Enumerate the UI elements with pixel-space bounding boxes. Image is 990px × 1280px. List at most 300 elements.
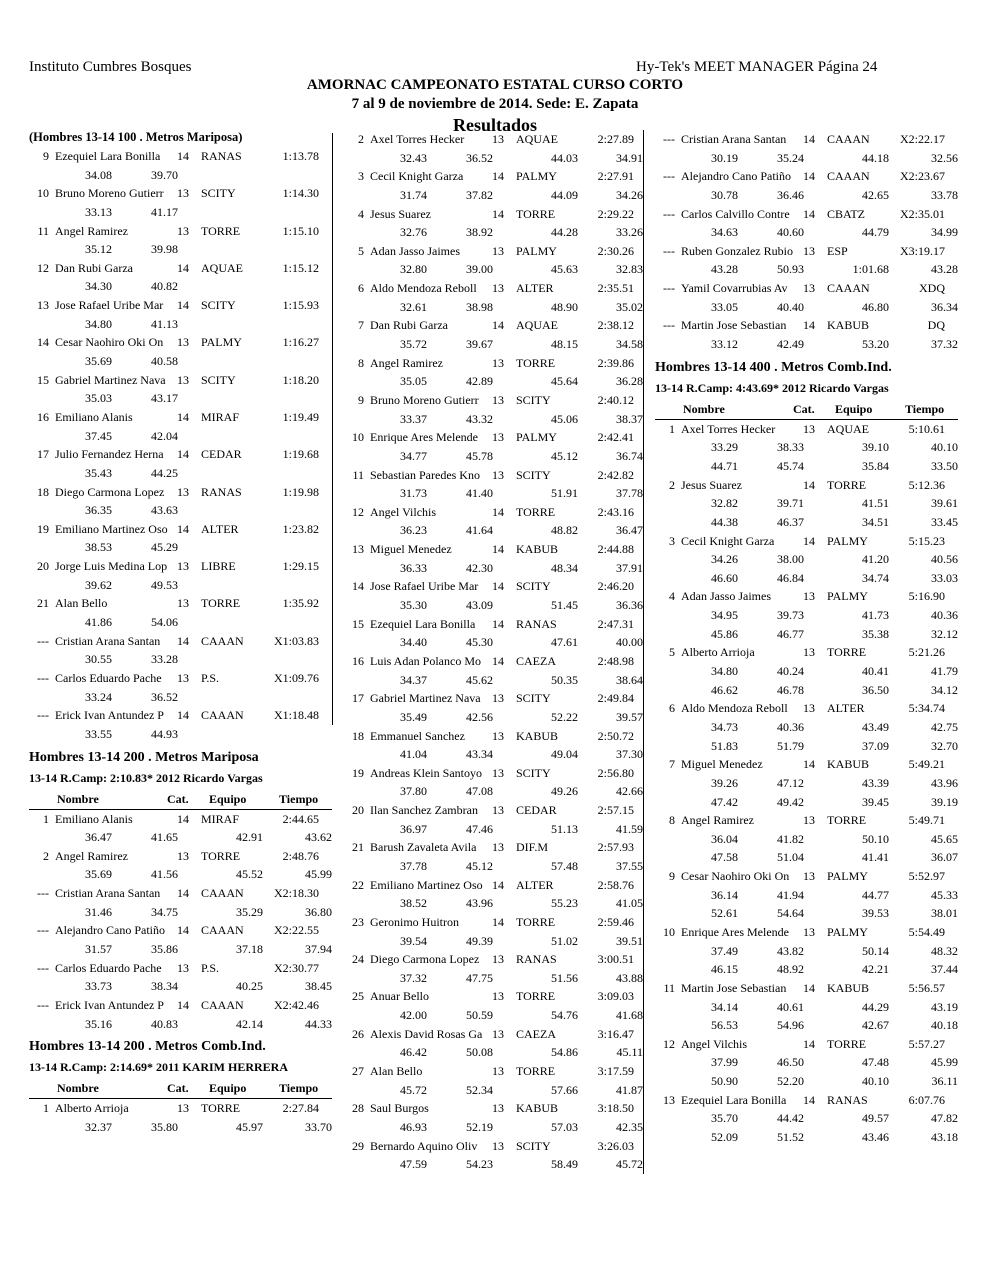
- age: 14: [492, 877, 504, 892]
- split-time: 43.96: [931, 775, 958, 790]
- result-row: [344, 391, 643, 410]
- place: 18: [37, 484, 49, 499]
- splits-row: [29, 538, 332, 557]
- split-time: 45.33: [931, 887, 958, 902]
- splits-row: [344, 969, 643, 988]
- final-time: 2:50.72: [597, 728, 634, 743]
- swimmer-name: Andreas Klein Santoyo: [370, 765, 482, 780]
- col-nombre: Nombre: [57, 791, 99, 806]
- split-time: 46.42: [400, 1045, 427, 1060]
- split-time: 39.73: [777, 608, 804, 623]
- swimmer-name: Bruno Moreno Gutierr: [370, 392, 479, 407]
- split-time: 36.11: [931, 1074, 958, 1089]
- place: 1: [669, 421, 675, 436]
- split-time: 40.36: [931, 608, 958, 623]
- age: 13: [492, 1026, 504, 1041]
- split-time: 42.67: [862, 1018, 889, 1033]
- split-time: 40.10: [931, 440, 958, 455]
- place: 10: [37, 186, 49, 201]
- swimmer-name: Emmanuel Sanchez: [370, 728, 465, 743]
- split-time: 47.42: [711, 794, 738, 809]
- split-time: 40.41: [862, 664, 889, 679]
- split-time: 37.18: [236, 941, 263, 956]
- team: ALTER: [516, 281, 554, 296]
- swimmer-name: Cecil Knight Garza: [370, 169, 464, 184]
- swimmer-name: Ezequiel Lara Bonilla: [55, 149, 161, 163]
- split-time: 34.26: [616, 187, 643, 202]
- place: ---: [663, 318, 675, 333]
- result-row: [344, 242, 643, 261]
- place: 14: [37, 335, 49, 350]
- split-time: 32.43: [400, 150, 427, 165]
- team: CAAAN: [201, 633, 244, 648]
- final-time: X2:42.46: [274, 997, 319, 1012]
- split-time: 41.65: [151, 830, 178, 845]
- split-time: 41.56: [151, 867, 178, 882]
- final-time: 3:17.59: [597, 1064, 634, 1079]
- split-time: 57.66: [551, 1082, 578, 1097]
- place: 28: [352, 1101, 364, 1116]
- split-time: 41.87: [616, 1082, 643, 1097]
- split-time: 37.44: [931, 962, 958, 977]
- split-time: 30.19: [711, 150, 738, 165]
- splits-row: [655, 457, 958, 476]
- age: 14: [803, 477, 815, 492]
- final-time: 2:57.15: [597, 803, 634, 818]
- team: CAAAN: [201, 886, 244, 901]
- swimmer-name: Aldo Mendoza Reboll: [681, 701, 788, 716]
- result-row: [344, 205, 643, 224]
- col-nombre: Nombre: [683, 401, 725, 416]
- split-time: 34.08: [85, 167, 112, 182]
- age: 13: [177, 596, 189, 611]
- team: SCITY: [516, 765, 551, 780]
- split-time: 45.63: [551, 262, 578, 277]
- place: ---: [37, 670, 49, 685]
- split-time: 37.78: [400, 858, 427, 873]
- split-time: 32.12: [931, 626, 958, 641]
- swimmer-name: Yamil Covarrubias Av: [681, 281, 788, 296]
- split-time: 36.04: [711, 831, 738, 846]
- split-time: 45.29: [151, 540, 178, 555]
- final-time: 1:23.82: [282, 521, 319, 536]
- age: 13: [803, 924, 815, 939]
- final-time: 5:21.26: [908, 645, 945, 660]
- result-row: [344, 615, 643, 634]
- split-time: 44.71: [711, 458, 738, 473]
- splits-row: [655, 662, 958, 681]
- split-time: 34.37: [400, 672, 427, 687]
- splits-row: [344, 1155, 643, 1174]
- split-time: 37.30: [616, 747, 643, 762]
- col-cat: Cat.: [167, 791, 189, 806]
- split-time: 39.19: [931, 794, 958, 809]
- place: 9: [669, 869, 675, 884]
- split-time: 39.98: [151, 242, 178, 257]
- split-time: 45.12: [466, 858, 493, 873]
- split-time: 36.36: [616, 598, 643, 613]
- splits-row: [655, 149, 958, 168]
- split-time: 50.93: [777, 262, 804, 277]
- team: SCITY: [516, 691, 551, 706]
- team: LIBRE: [201, 559, 236, 574]
- split-time: 42.75: [931, 719, 958, 734]
- split-time: 50.14: [862, 943, 889, 958]
- team: RANAS: [516, 952, 557, 967]
- final-time: 2:42.41: [597, 430, 634, 445]
- final-time: 1:15.10: [282, 223, 319, 238]
- split-time: 51.91: [551, 486, 578, 501]
- final-time: X1:03.83: [274, 633, 319, 648]
- split-time: 46.77: [777, 626, 804, 641]
- split-time: 32.37: [85, 1119, 112, 1134]
- split-time: 45.99: [305, 867, 332, 882]
- team: CAEZA: [516, 653, 556, 668]
- splits-row: [29, 277, 332, 296]
- split-time: 46.84: [777, 570, 804, 585]
- split-time: 39.62: [85, 577, 112, 592]
- place: 5: [669, 645, 675, 660]
- swimmer-name: Emiliano Alanis: [55, 409, 133, 424]
- split-time: 34.95: [711, 608, 738, 623]
- results-column-2: [344, 130, 644, 1174]
- swimmer-name: Luis Adan Polanco Mo: [370, 653, 481, 668]
- age: 13: [803, 813, 815, 828]
- age: 13: [492, 803, 504, 818]
- split-time: 39.54: [400, 933, 427, 948]
- swimmer-name: Martin Jose Sebastian: [681, 980, 787, 995]
- team: KABUB: [516, 728, 559, 743]
- split-time: 50.59: [466, 1008, 493, 1023]
- place: 8: [669, 813, 675, 828]
- splits-row: [655, 625, 958, 644]
- split-time: 47.82: [931, 1111, 958, 1126]
- splits-row: [29, 427, 332, 446]
- split-time: 46.60: [711, 570, 738, 585]
- split-time: 43.18: [931, 1130, 958, 1145]
- final-time: 5:49.21: [908, 757, 945, 772]
- splits-row: [344, 1043, 643, 1062]
- place: 27: [352, 1064, 364, 1079]
- place: ---: [663, 132, 675, 146]
- team: CAAAN: [201, 997, 244, 1012]
- place: 11: [37, 223, 49, 238]
- place: 4: [669, 589, 675, 604]
- final-time: 2:35.51: [597, 281, 634, 296]
- split-time: 47.59: [400, 1157, 427, 1172]
- split-time: 46.50: [777, 1055, 804, 1070]
- split-time: 45.97: [236, 1119, 263, 1134]
- split-time: 38.52: [400, 896, 427, 911]
- splits-row: [29, 613, 332, 632]
- age: 14: [492, 579, 504, 594]
- final-time: 3:00.51: [597, 952, 634, 967]
- swimmer-name: Miguel Menedez: [370, 542, 452, 557]
- split-time: 51.45: [551, 598, 578, 613]
- split-time: 48.82: [551, 523, 578, 538]
- split-time: 44.18: [862, 150, 889, 165]
- split-time: 45.74: [777, 458, 804, 473]
- final-time: 5:34.74: [908, 701, 945, 716]
- split-time: 49.57: [862, 1111, 889, 1126]
- result-row: [29, 408, 332, 427]
- split-time: 36.23: [400, 523, 427, 538]
- split-time: 49.53: [151, 577, 178, 592]
- splits-row: [29, 166, 332, 185]
- split-time: 44.25: [151, 465, 178, 480]
- swimmer-name: Axel Torres Hecker: [681, 421, 776, 436]
- splits-row: [29, 1015, 332, 1034]
- result-row: [344, 316, 643, 335]
- age: 14: [492, 318, 504, 333]
- split-time: 36.47: [85, 830, 112, 845]
- place: 21: [37, 596, 49, 611]
- split-time: 43.49: [862, 719, 889, 734]
- split-time: 36.97: [400, 821, 427, 836]
- swimmer-name: Sebastian Paredes Kno: [370, 467, 480, 482]
- swimmer-name: Miguel Menedez: [681, 757, 763, 772]
- team: TORRE: [201, 596, 241, 611]
- team: CBATZ: [827, 206, 866, 221]
- swimmer-name: Jesus Suarez: [681, 477, 742, 492]
- header-right: Hy-Tek's MEET MANAGER Página 24: [636, 59, 878, 75]
- split-time: 33.73: [85, 979, 112, 994]
- place: 17: [352, 691, 364, 706]
- split-time: 43.09: [466, 598, 493, 613]
- age: 13: [492, 765, 504, 780]
- swimmer-name: Alan Bello: [370, 1064, 423, 1079]
- split-time: 43.62: [305, 830, 332, 845]
- result-row: [29, 184, 332, 203]
- split-time: 41.59: [616, 821, 643, 836]
- splits-row: [655, 494, 958, 513]
- splits-row: [344, 633, 643, 652]
- splits-row: [344, 1081, 643, 1100]
- swimmer-name: Emiliano Martinez Oso: [370, 877, 483, 892]
- result-row: [344, 838, 643, 857]
- result-row: [344, 428, 643, 447]
- split-time: 40.56: [931, 552, 958, 567]
- splits-row: [344, 223, 643, 242]
- split-time: 35.80: [151, 1119, 178, 1134]
- splits-row: [29, 501, 332, 520]
- split-time: 58.49: [551, 1157, 578, 1172]
- age: 13: [492, 430, 504, 445]
- team: PALMY: [516, 243, 557, 258]
- split-time: 36.28: [616, 374, 643, 389]
- swimmer-name: Angel Vilchis: [370, 504, 437, 519]
- final-time: 2:27.89: [597, 132, 634, 146]
- split-time: 43.28: [711, 262, 738, 277]
- final-time: X1:09.76: [274, 670, 319, 685]
- result-row: [29, 333, 332, 352]
- age: 14: [492, 914, 504, 929]
- event-title: (Hombres 13-14 100 . Metros Mariposa): [29, 130, 243, 144]
- age: 13: [492, 243, 504, 258]
- splits-row: [655, 886, 958, 905]
- split-time: 42.65: [862, 187, 889, 202]
- split-time: 34.58: [616, 337, 643, 352]
- split-time: 43.39: [862, 775, 889, 790]
- team: TORRE: [201, 223, 241, 238]
- split-time: 39.51: [616, 933, 643, 948]
- final-time: 2:27.91: [597, 169, 634, 184]
- swimmer-name: Bernardo Aquino Oliv: [370, 1138, 478, 1153]
- result-row: [29, 884, 332, 903]
- split-time: 46.62: [711, 682, 738, 697]
- final-time: X1:18.48: [274, 708, 319, 723]
- team: PALMY: [516, 430, 557, 445]
- meet-title: AMORNAC CAMPEONATO ESTATAL CURSO CORTO: [306, 77, 684, 93]
- splits-row: [29, 576, 332, 595]
- split-time: 36.47: [616, 523, 643, 538]
- split-time: 32.61: [400, 299, 427, 314]
- split-time: 47.48: [862, 1055, 889, 1070]
- age: 13: [177, 335, 189, 350]
- split-time: 41.40: [466, 486, 493, 501]
- split-time: 47.08: [466, 784, 493, 799]
- age: 14: [177, 633, 189, 648]
- splits-row: [29, 203, 332, 222]
- split-time: 36.74: [616, 448, 643, 463]
- swimmer-name: Anuar Bello: [370, 989, 429, 1004]
- final-time: X2:22.55: [274, 923, 319, 938]
- result-row: [29, 445, 332, 464]
- split-time: 42.56: [466, 709, 493, 724]
- split-time: 44.79: [862, 225, 889, 240]
- result-row: [344, 913, 643, 932]
- swimmer-name: Dan Rubi Garza: [55, 260, 133, 275]
- age: 14: [803, 757, 815, 772]
- swimmer-name: Cesar Naohiro Oki On: [55, 335, 164, 350]
- team: TORRE: [827, 477, 867, 492]
- final-time: 3:18.50: [597, 1101, 634, 1116]
- final-time: 2:59.46: [597, 914, 634, 929]
- split-time: 36.52: [151, 689, 178, 704]
- place: ---: [663, 169, 675, 184]
- splits-row: [344, 372, 643, 391]
- split-time: 51.83: [711, 738, 738, 753]
- place: 29: [352, 1138, 364, 1153]
- splits-row: [29, 828, 332, 847]
- swimmer-name: Cristian Arana Santan: [681, 132, 787, 146]
- splits-row: [655, 335, 958, 354]
- team: CAEZA: [516, 1026, 556, 1041]
- split-time: 40.58: [151, 354, 178, 369]
- result-row: [29, 706, 332, 725]
- swimmer-name: Barush Zavaleta Avila: [370, 840, 477, 855]
- split-time: 45.11: [616, 1045, 643, 1060]
- team: AQUAE: [516, 132, 558, 146]
- swimmer-name: Carlos Eduardo Pache: [55, 670, 162, 685]
- result-row: [655, 699, 958, 718]
- split-time: 34.99: [931, 225, 958, 240]
- split-time: 41.64: [466, 523, 493, 538]
- team: CAAAN: [201, 923, 244, 938]
- place: 15: [37, 372, 49, 387]
- age: 14: [492, 542, 504, 557]
- splits-row: [655, 1072, 958, 1091]
- result-row: [655, 420, 958, 439]
- place: 13: [37, 298, 49, 313]
- swimmer-name: Carlos Eduardo Pache: [55, 960, 162, 975]
- team: CAAAN: [201, 708, 244, 723]
- age: 13: [492, 840, 504, 855]
- swimmer-name: Angel Vilchis: [681, 1036, 748, 1051]
- team: ALTER: [827, 701, 865, 716]
- swimmer-name: Adan Jasso Jaimes: [370, 243, 460, 258]
- result-row: [29, 632, 332, 651]
- swimmer-name: Dan Rubi Garza: [370, 318, 448, 333]
- result-row: [655, 811, 958, 830]
- split-time: 39.61: [931, 496, 958, 511]
- event-title: Hombres 13-14 200 . Metros Mariposa: [29, 749, 259, 765]
- place: 16: [352, 653, 364, 668]
- final-time: 2:30.26: [597, 243, 634, 258]
- final-time: 5:54.49: [908, 924, 945, 939]
- splits-row: [344, 186, 643, 205]
- split-time: 34.12: [931, 682, 958, 697]
- age: 13: [492, 132, 504, 146]
- place: 11: [352, 467, 364, 482]
- final-time: 2:49.84: [597, 691, 634, 706]
- split-time: 50.35: [551, 672, 578, 687]
- result-row: [344, 503, 643, 522]
- place: 21: [352, 840, 364, 855]
- final-time: 1:13.78: [282, 149, 319, 163]
- splits-row: [655, 848, 958, 867]
- result-row: [29, 557, 332, 576]
- split-time: 40.82: [151, 279, 178, 294]
- result-row: [29, 1099, 332, 1118]
- split-time: 34.74: [862, 570, 889, 585]
- split-time: 34.51: [862, 514, 889, 529]
- split-time: 46.37: [777, 514, 804, 529]
- split-time: 38.45: [305, 979, 332, 994]
- result-row: [344, 876, 643, 895]
- split-time: 52.09: [711, 1130, 738, 1145]
- team: SCITY: [516, 1138, 551, 1153]
- split-time: 41.13: [151, 316, 178, 331]
- split-time: 38.33: [777, 440, 804, 455]
- result-row: [344, 466, 643, 485]
- split-time: 51.13: [551, 821, 578, 836]
- final-time: 5:15.23: [908, 533, 945, 548]
- header-left: Instituto Cumbres Bosques: [29, 59, 192, 75]
- swimmer-name: Diego Carmona Lopez: [370, 952, 480, 967]
- result-row: [344, 167, 643, 186]
- splits-row: [344, 260, 643, 279]
- age: 14: [803, 206, 815, 221]
- event-title: Hombres 13-14 400 . Metros Comb.Ind.: [655, 359, 892, 375]
- age: 13: [177, 186, 189, 201]
- place: ---: [37, 960, 49, 975]
- split-time: 47.58: [711, 850, 738, 865]
- splits-row: [344, 521, 643, 540]
- result-row: [344, 540, 643, 559]
- split-time: 34.73: [711, 719, 738, 734]
- split-time: 35.24: [777, 150, 804, 165]
- split-time: 36.33: [400, 560, 427, 575]
- result-row: [655, 476, 958, 495]
- col-equipo: Equipo: [209, 791, 247, 806]
- split-time: 51.79: [777, 738, 804, 753]
- split-time: 34.91: [616, 150, 643, 165]
- split-time: 45.99: [931, 1055, 958, 1070]
- team: ALTER: [201, 521, 239, 536]
- col-cat: Cat.: [167, 1081, 189, 1096]
- split-time: 47.46: [466, 821, 493, 836]
